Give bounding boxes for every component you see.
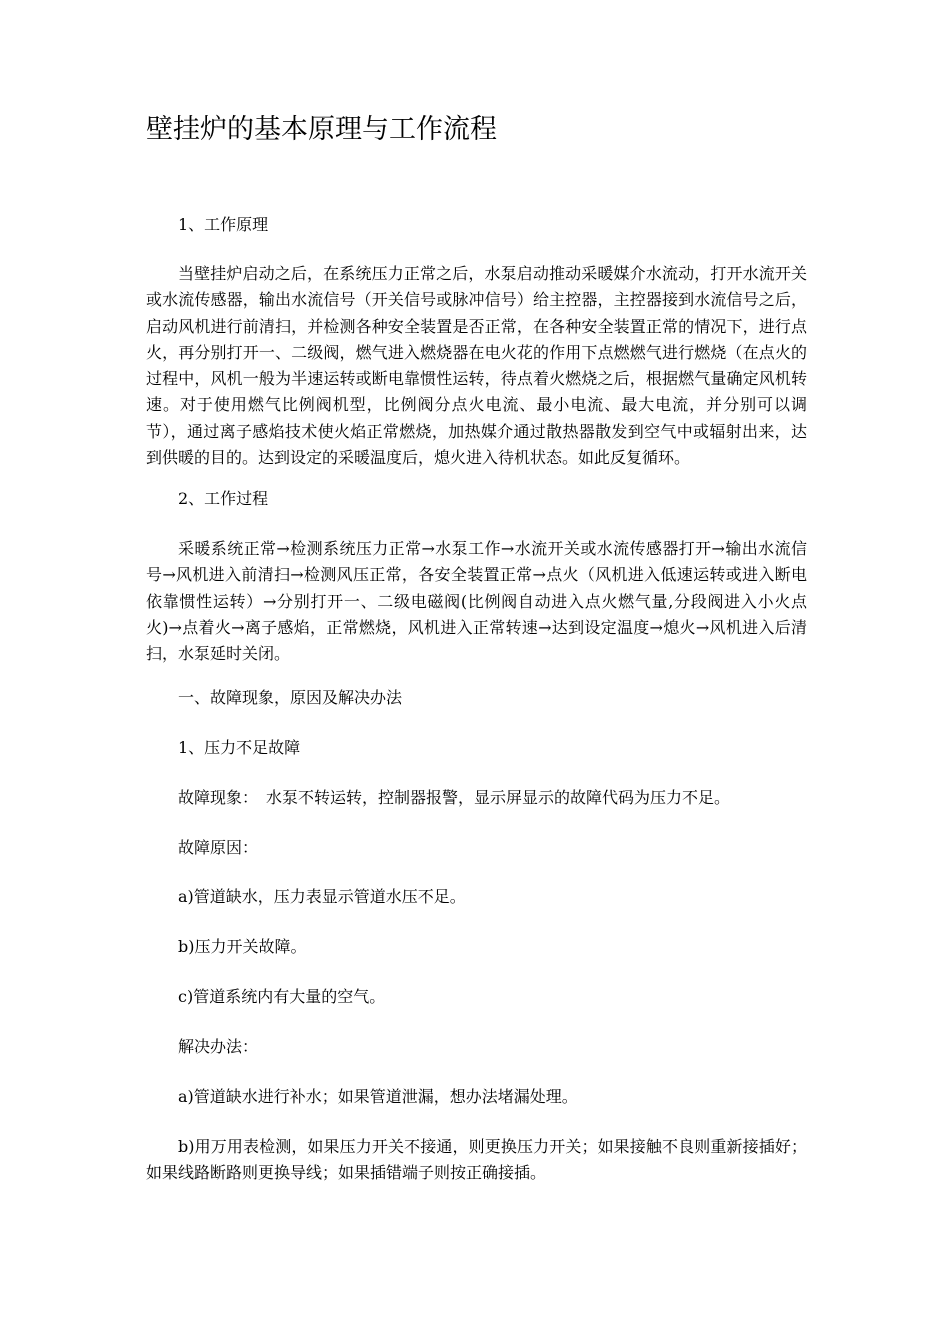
solution-b: b)用万用表检测，如果压力开关不接通，则更换压力开关；如果接触不良则重新接插好；如果线路断路则更换导线；如果插错端子则按正确接插。 bbox=[146, 1137, 807, 1183]
fault-cause-c: c)管道系统内有大量的空气。 bbox=[178, 987, 386, 1006]
fault-cause-b: b)压力开关故障。 bbox=[178, 937, 307, 956]
section-heading-principle: 1、工作原理 bbox=[178, 215, 269, 234]
fault-phenomenon: 故障现象： 水泵不转运转，控制器报警，显示屏显示的故障代码为压力不足。 bbox=[178, 788, 731, 807]
fault-cause-a: a)管道缺水，压力表显示管道水压不足。 bbox=[178, 887, 466, 906]
solution-a: a)管道缺水进行补水；如果管道泄漏，想办法堵漏处理。 bbox=[178, 1087, 578, 1106]
paragraph-principle: 当壁挂炉启动之后，在系统压力正常之后，水泵启动推动采暖媒介水流动，打开水流开关或水流传感器，输出水流信号（开关信号或脉冲信号）给主控器，主控器接到水流信号之后，启动风机进行前清扫，并检测各种安全装置是否正常，在各种安全装置正常的情况下，进行点火，再分别打开一、二级阀，燃气进入燃烧器在电火花的作用下点燃燃气进行燃烧（在点火的过程中，风机一般为半速运转或断电靠惯性运转，待点着火燃烧之后，根据燃气量确定风机转速。对于使用燃气比例阀机型，比例阀分点火电流、最小电流、最大电流，并分别可以调节），通过离子感焰技术使火焰正常燃烧，加热媒介通过散热器散发到空气中或辐射出来，达到供暖的目的。达到设定的采暖温度后，熄火进入待机状态。如此反复循环。 bbox=[146, 264, 807, 468]
subsection-heading-pressure-fault: 1、压力不足故障 bbox=[178, 738, 301, 757]
paragraph-process: 采暖系统正常→检测系统压力正常→水泵工作→水流开关或水流传感器打开→输出水流信号→风机进入前清扫→检测风压正常，各安全装置正常→点火（风机进入低速运转或进入断电依靠惯性运转）→分别打开一、二级电磁阀(比例阀自动进入点火燃气量,分段阀进入小火点火)→点着火→离子感焰，正常燃烧，风机进入正常转速→达到设定温度→熄火→风机进入后清扫，水泵延时关闭。 bbox=[146, 539, 807, 664]
fault-cause-label: 故障原因： bbox=[178, 838, 259, 857]
section-heading-faults: 一、故障现象，原因及解决办法 bbox=[178, 688, 403, 707]
page-title: 壁挂炉的基本原理与工作流程 bbox=[146, 114, 497, 145]
section-heading-process: 2、工作过程 bbox=[178, 489, 269, 508]
solution-label: 解决办法： bbox=[178, 1037, 259, 1056]
